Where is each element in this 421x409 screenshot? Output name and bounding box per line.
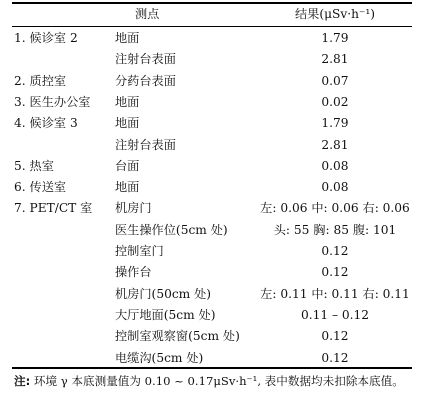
row-point: 注射台表面 <box>115 137 176 152</box>
row-location: 3. 医生办公室 <box>14 94 91 109</box>
row-point: 地面 <box>115 94 140 109</box>
footnote-label: 注: <box>14 374 31 388</box>
row-point: 电缆沟(5cm 处) <box>115 350 204 365</box>
row-location: 6. 传送室 <box>14 180 67 195</box>
row-point: 大厅地面(5cm 处) <box>115 307 216 322</box>
row-result: 0.12 <box>321 329 349 344</box>
row-point: 台面 <box>115 158 140 173</box>
table-bottom-rule <box>12 367 412 369</box>
row-point: 地面 <box>115 180 140 195</box>
row-result: 2.81 <box>321 137 349 152</box>
row-location: 7. PET/CT 室 <box>14 201 93 216</box>
row-result: 0.07 <box>321 73 349 88</box>
row-result: 0.08 <box>321 158 349 173</box>
row-result: 左: 0.11 中: 0.11 右: 0.11 <box>260 286 410 301</box>
row-point: 操作台 <box>115 265 152 280</box>
row-point: 地面 <box>115 31 140 45</box>
row-point: 注射台表面 <box>115 52 176 67</box>
row-location: 1. 候诊室 2 <box>14 31 78 45</box>
row-point: 地面 <box>115 116 140 131</box>
row-result: 左: 0.06 中: 0.06 右: 0.06 <box>260 201 410 216</box>
row-point: 机房门(50cm 处) <box>115 286 212 301</box>
footnote-text: 环境 γ 本底测量值为 0.10 ~ 0.17μSv·h⁻¹, 表中数据均未扣除本底值。 <box>30 374 404 388</box>
row-result: 0.08 <box>321 180 349 195</box>
row-location: 4. 候诊室 3 <box>14 116 78 131</box>
header-point: 测点 <box>135 7 160 21</box>
table-header-rule <box>12 26 412 27</box>
row-result: 头: 55 胸: 85 腹: 101 <box>273 222 397 237</box>
row-point: 控制室观察窗(5cm 处) <box>115 329 240 344</box>
row-result: 0.12 <box>321 265 349 280</box>
row-result: 0.12 <box>321 244 349 258</box>
table-top-rule <box>12 2 412 4</box>
row-result: 2.81 <box>321 52 349 67</box>
row-location: 5. 热室 <box>14 158 54 173</box>
row-point: 分药台表面 <box>115 73 176 88</box>
row-point: 医生操作位(5cm 处) <box>115 222 228 237</box>
row-location: 2. 质控室 <box>14 73 67 88</box>
row-result: 1.79 <box>321 116 349 131</box>
row-result: 0.02 <box>321 94 349 109</box>
row-result: 0.12 <box>321 350 349 365</box>
row-result: 0.11 – 0.12 <box>300 307 370 322</box>
row-result: 1.79 <box>321 31 349 45</box>
table-footnote <box>14 372 414 391</box>
header-result: 结果(μSv·h⁻¹) <box>294 7 376 21</box>
row-point: 机房门 <box>115 201 152 216</box>
row-point: 控制室门 <box>115 244 164 258</box>
